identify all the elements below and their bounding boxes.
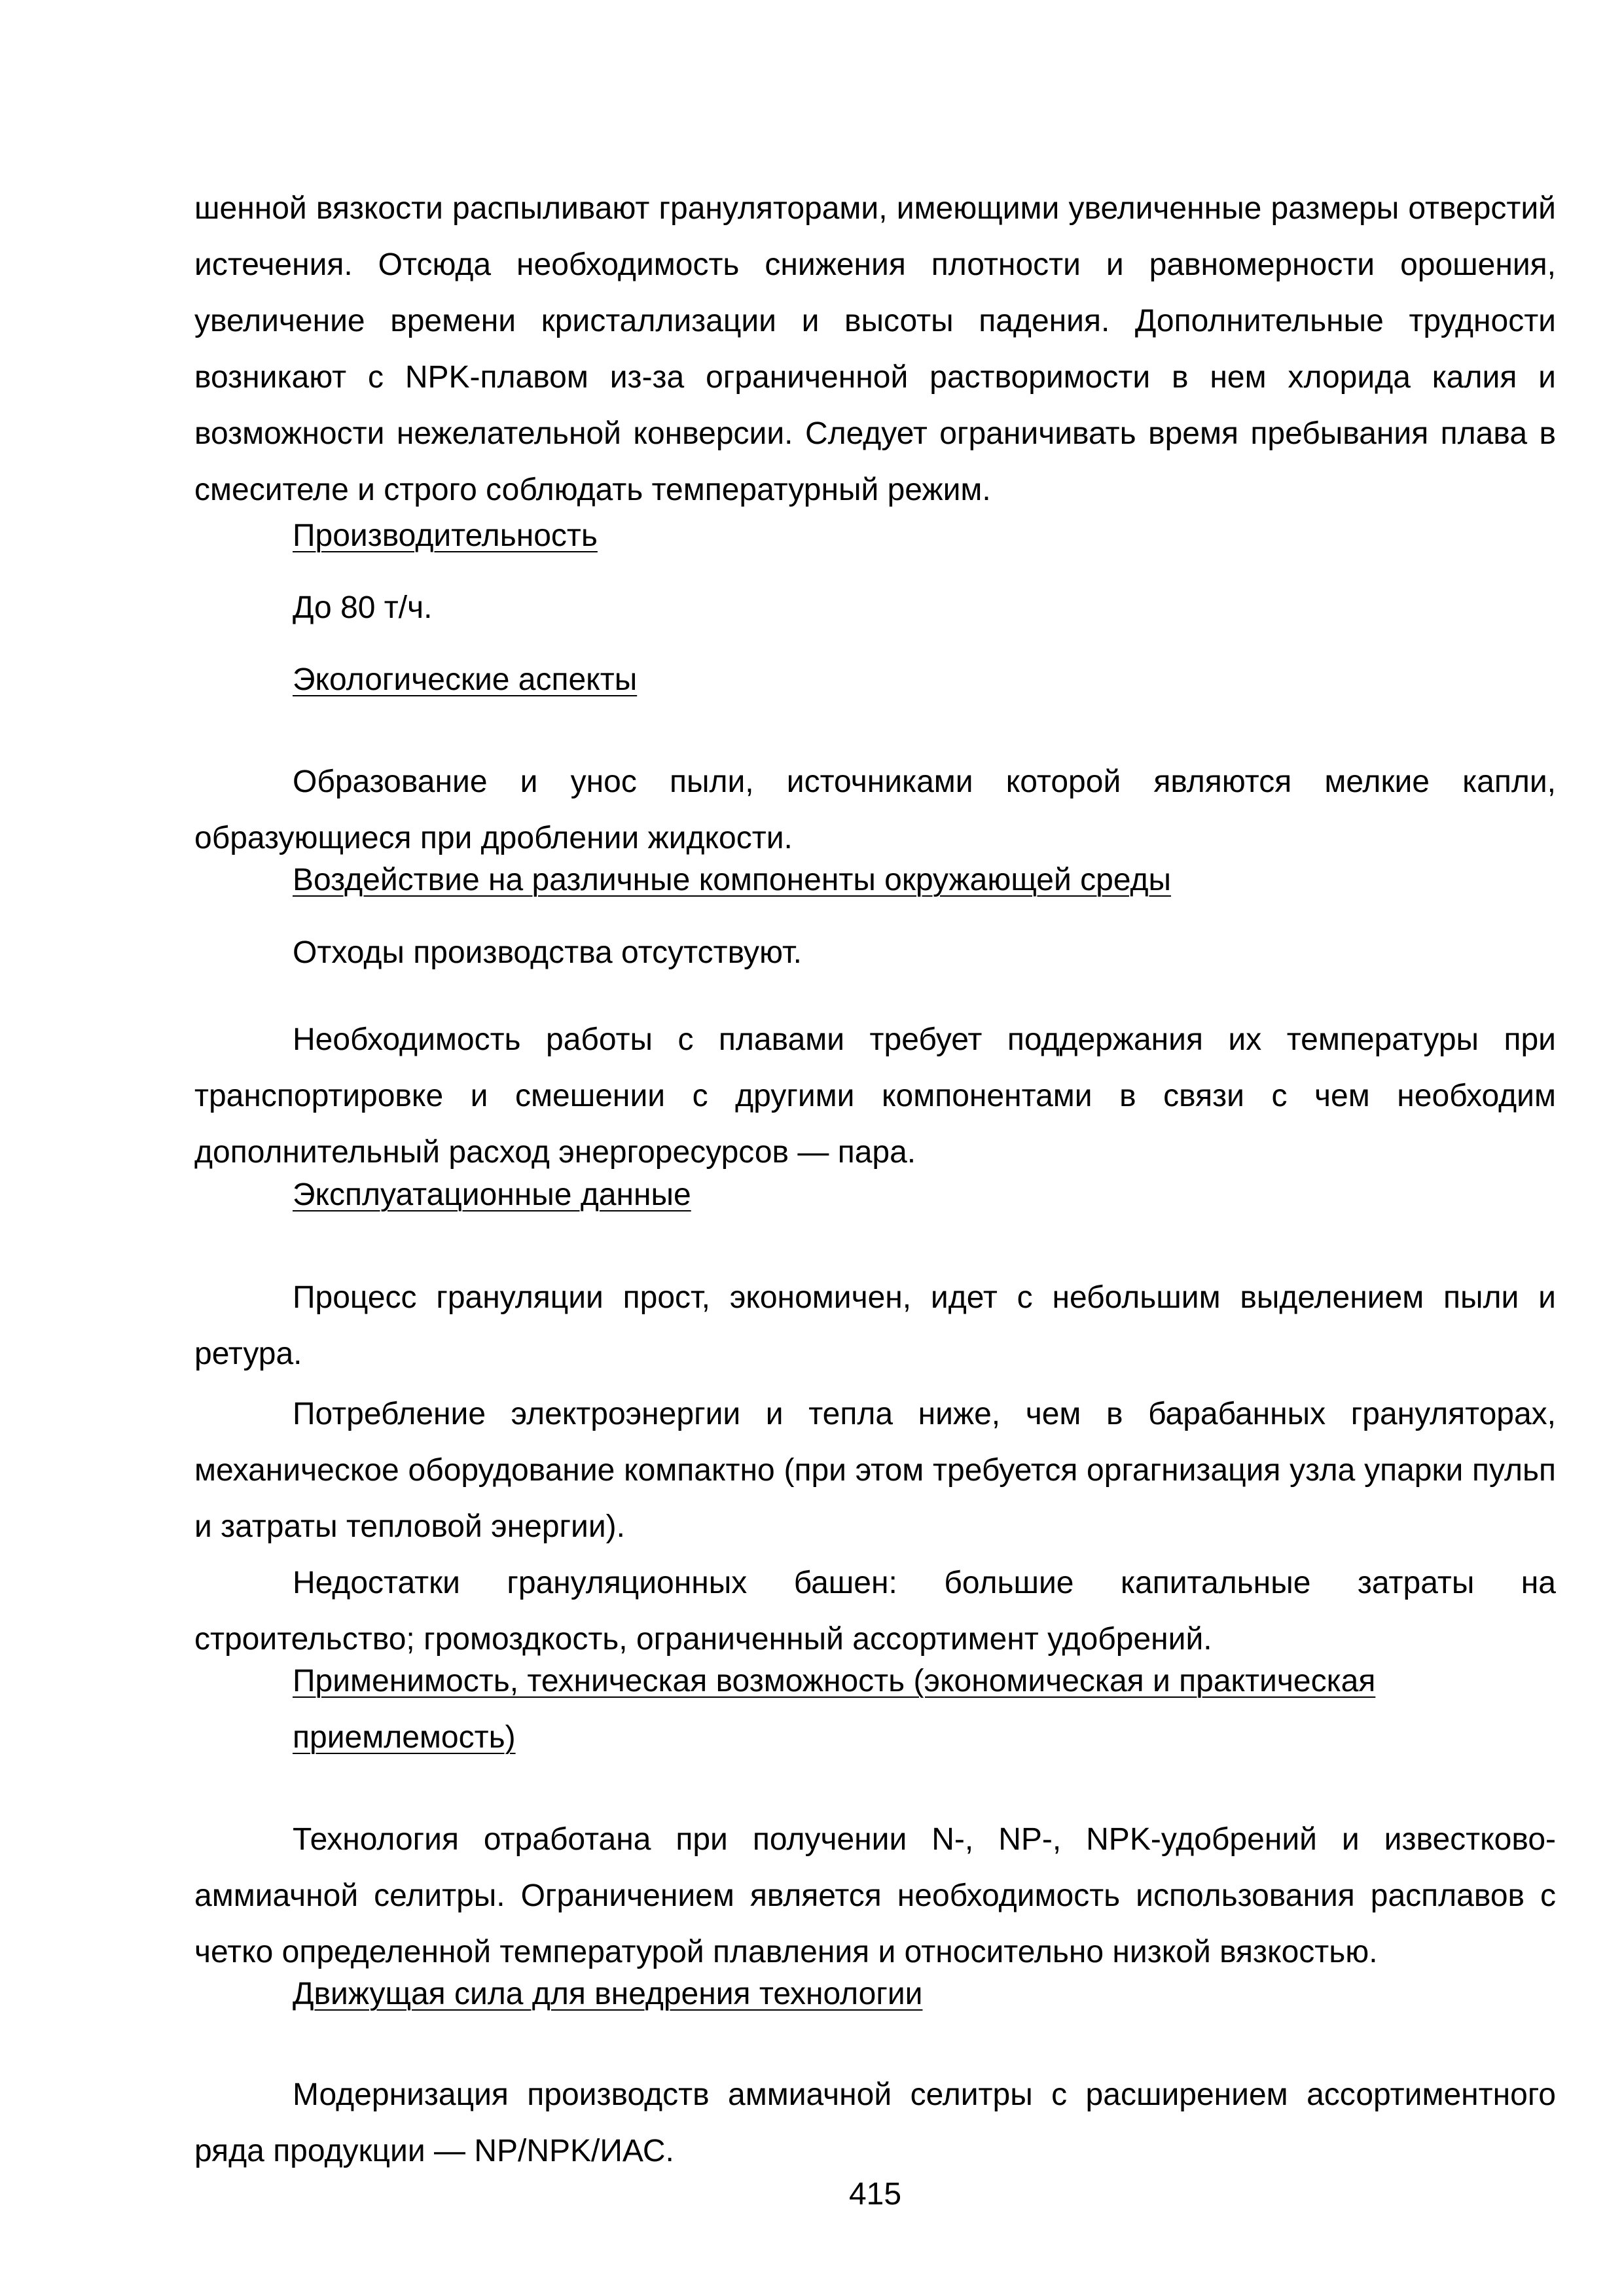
heading-driving-force: Движущая сила для внедрения технологии [293, 1977, 923, 2011]
paragraph-dust-formation: Образование и унос пыли, источниками которой являются мелкие капли, образующиеся при дроблении жидкости. [194, 764, 1556, 855]
paragraph-modernization: Модернизация производств аммиачной селитры с расширением ассортиментного ряда продукции — NP/NPK/ИАС. [194, 2077, 1556, 2168]
heading-operational-data: Эксплуатационные данные [293, 1177, 691, 1212]
document-page [194, 0, 1556, 2296]
paragraph-granulation-difficulties: шенной вязкости распыливают грануляторами, имеющими увеличенные размеры отверстий истечения. Отсюда необходимость снижения плотности и равномерности орошения, увеличение времени кристаллизации и высоты падения. Дополнительные трудности возникают с NPK-плавом из-за ограниченной растворимости в нем хлорида калия и возможности нежелательной конверсии. Следует ограничивать время пребывания плава в смесителе и строго соблюдать температурный режим. [194, 191, 1556, 507]
heading-environmental-impact: Воздействие на различные компоненты окружающей среды [293, 863, 1171, 897]
heading-applicability-line1: Применимость, техническая возможность (экономическая и практическая [293, 1664, 1376, 1698]
paragraph-no-waste: Отходы производства отсутствуют. [293, 935, 802, 970]
paragraph-productivity-value: До 80 т/ч. [293, 590, 433, 625]
page-number: 415 [848, 2177, 902, 2212]
paragraph-energy-consumption: Потребление электроэнергии и тепла ниже, чем в барабанных грануляторах, механическое оборудование компактно (при этом требуется оргагнизация узла упарки пульп и затраты тепловой энергии). [194, 1397, 1556, 1544]
heading-applicability-line2: приемлемость) [293, 1720, 516, 1755]
paragraph-process-simple: Процесс грануляции прост, экономичен, идет с небольшим выделением пыли и ретура. [194, 1280, 1556, 1371]
paragraph-technology-proven: Технология отработана при получении N-, NP-, NPK-удобрений и известково-аммиачной селитры. Ограничением является необходимость использования расплавов с четко определенной температурой плавления и относительно низкой вязкостью. [194, 1822, 1556, 1969]
heading-productivity: Производительность [293, 518, 598, 553]
paragraph-tower-drawbacks: Недостатки грануляционных башен: большие капитальные затраты на строительство; громоздкость, ограниченный ассортимент удобрений. [194, 1566, 1556, 1657]
heading-ecological-aspects: Экологические аспекты [293, 662, 638, 697]
paragraph-melt-temperature: Необходимость работы с плавами требует поддержания их температуры при транспортировке и смешении с другими компонентами в связи с чем необходим дополнительный расход энергоресурсов — пара. [194, 1022, 1556, 1170]
